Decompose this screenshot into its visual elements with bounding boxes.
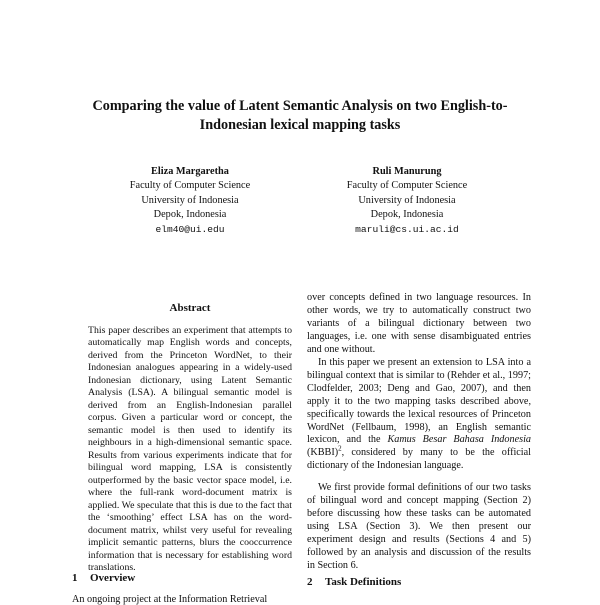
right-column [307, 292, 531, 573]
section-2-heading [307, 576, 401, 588]
section-1-first-line: An ongoing project at the Information Retrieval [72, 594, 268, 605]
intro-paragraph-3: We first provide formal definitions of our two tasks of bilingual word and concept mapping (Section 2) before discussing how these tasks can be automated using LSA (Section 3). We then present our experiment design and results (Sections 4 and 5) followed by an analysis and discussion of the results in Section 6. [307, 482, 531, 572]
author-university: University of Indonesia [141, 194, 239, 206]
dictionary-name: Kamus Besar Bahasa Indonesia [387, 434, 531, 446]
abstract-text: This paper describes an experiment that attempts to automatically map English words and concepts, derived from the Princeton WordNet, to their Indonesian analogues appearing in a widely-used Indonesian dictionary, using Latent Semantic Analysis (LSA). A bilingual semantic model is derived from an English-Indonesian parallel corpus. Given a particular word or concept, the semantic model is then used to identify its neighbours in a high-dimensional semantic space. Results from various experiments indicate that for bilingual word mapping, LSA is consistently outperformed by the basic vector space model, i.e. where the full-rank word-document matrix is applied. We speculate that this is due to the fact that the ‘smoothing’ effect LSA has on the word-document matrix, whilst very useful for revealing implicit semantic patterns, blurs the cooccurrence information that is necessary for establishing word translations. [88, 324, 292, 574]
paper-title [60, 97, 540, 135]
paragraph-text: , considered by many to be the official dictionary of the Indonesian language. [307, 447, 531, 472]
author-block-1 [90, 165, 290, 237]
section-number: 2 [307, 576, 313, 588]
abstract-heading: Abstract [169, 302, 211, 314]
author-city: Depok, Indonesia [153, 209, 227, 221]
author-department: Faculty of Computer Science [346, 180, 468, 192]
paragraph-text: (KBBI) [307, 447, 339, 459]
section-1-heading [72, 572, 135, 584]
intro-paragraph-2 [307, 357, 531, 474]
section-number: 1 [72, 572, 78, 584]
left-column [88, 302, 292, 575]
section-title: Overview [90, 572, 136, 584]
author-name: Eliza Margaretha [151, 166, 229, 177]
author-email: maruli@cs.ui.ac.id [355, 223, 459, 235]
author-email: elm40@ui.edu [155, 223, 225, 235]
author-city: Depok, Indonesia [370, 209, 444, 221]
author-department: Faculty of Computer Science [129, 180, 251, 192]
paper-title-line-1: Comparing the value of Latent Semantic Analysis on two English-to- [92, 98, 508, 114]
intro-paragraph-continued: over concepts defined in two language resources. In other words, we try to automatically construct two variants of a bilingual dictionary between two languages, i.e. one with sense disambiguated entries and one without. [307, 292, 531, 355]
author-university: University of Indonesia [358, 194, 456, 206]
author-name: Ruli Manurung [372, 166, 442, 177]
footnote-marker: 2 [338, 445, 342, 454]
author-block-2 [307, 165, 507, 237]
paragraph-text: In this paper we present an extension to LSA into a bilingual context that is similar to (Rehder et al., 1997; Clodfelder, 2003; Deng and Gao, 2007), and then apply it to the two mapping tasks described above, specifically towards the lexical resources of Princeton WordNet (Fellbaum, 1998), an English semantic lexicon, and the [307, 356, 531, 446]
section-title: Task Definitions [325, 576, 402, 588]
paper-title-line-2: Indonesian lexical mapping tasks [199, 117, 401, 133]
